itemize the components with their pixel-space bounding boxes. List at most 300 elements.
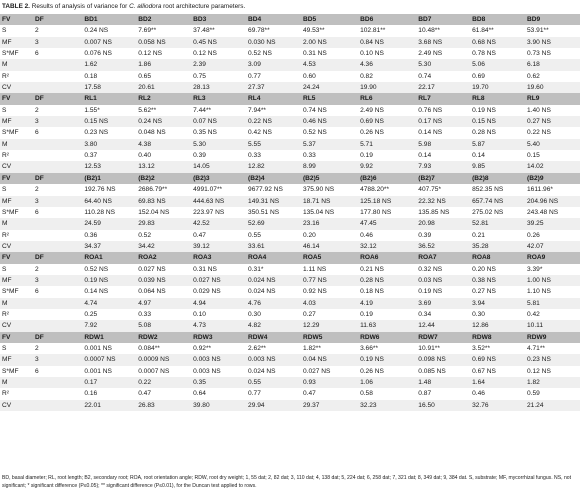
- table-cell: 0.37: [84, 152, 98, 160]
- table-cell: 34.42: [136, 241, 191, 252]
- table-cell: 0.75: [193, 72, 206, 80]
- row-label: CV: [0, 82, 33, 93]
- table-cell: 0.38 NS: [470, 275, 525, 286]
- table-cell: 5.71: [358, 139, 416, 150]
- table-row: [0, 264, 580, 275]
- table-cell: 5.40: [525, 139, 580, 150]
- row-label: R²: [2, 72, 9, 80]
- df-cell: 6: [34, 208, 39, 216]
- table-cell: 47.45: [358, 218, 416, 229]
- table-cell: 1.55*: [84, 106, 100, 114]
- header-source-of-variation: FV: [0, 93, 33, 104]
- table-header-row: [0, 332, 580, 343]
- row-label: M: [0, 59, 33, 70]
- table-cell: 0.39: [193, 152, 206, 160]
- table-cell: 0.003 NS: [191, 354, 246, 365]
- table-cell: 0.92 NS: [302, 288, 327, 296]
- table-cell: 852.35 NS: [472, 186, 504, 194]
- row-label: S: [2, 106, 7, 114]
- table-cell: 3.09: [246, 59, 301, 70]
- table-row: [0, 184, 580, 195]
- table-cell: 4991.07**: [193, 186, 223, 194]
- header-cell: (B2)9: [525, 173, 580, 184]
- table-cell: 0.23 NS: [525, 354, 580, 365]
- table-cell: 12.44: [416, 320, 470, 331]
- header-cell: RDW4: [246, 332, 301, 343]
- table-cell: 0.024 NS: [248, 288, 276, 296]
- table-cell: 2686.79**: [138, 186, 168, 194]
- table-row: [0, 230, 580, 241]
- table-cell: 4.74: [82, 298, 136, 309]
- table-cell: 0.10 NS: [360, 50, 384, 58]
- df-cell: [33, 298, 82, 309]
- table-cell: 0.19: [360, 310, 373, 318]
- table-cell: 5.37: [301, 139, 358, 150]
- row-label: S: [2, 186, 7, 194]
- table-cell: 0.65: [138, 72, 152, 80]
- table-cell: 32.76: [470, 400, 525, 411]
- header-cell: (B2)6: [358, 173, 416, 184]
- table-cell: 0.68 NS: [470, 37, 525, 48]
- df-cell: [33, 139, 82, 150]
- table-row: [0, 139, 580, 150]
- table-cell: 0.82: [360, 72, 373, 80]
- header-df: DF: [33, 93, 82, 104]
- table-cell: 5.30: [191, 139, 246, 150]
- table-cell: 0.21 NS: [360, 265, 384, 273]
- table-cell: 14.02: [525, 161, 580, 172]
- table-cell: 26.83: [136, 400, 191, 411]
- table-row: [0, 354, 580, 365]
- table-cell: 110.28 NS: [84, 208, 116, 216]
- table-row: [0, 25, 580, 36]
- table-cell: 0.22 NS: [246, 116, 301, 127]
- row-label: MF: [0, 354, 33, 365]
- header-cell: (B2)7: [416, 173, 470, 184]
- table-cell: 0.59: [527, 390, 540, 398]
- table-cell: 0.007 NS: [82, 37, 136, 48]
- table-cell: 0.076 NS: [84, 50, 112, 58]
- table-cell: 0.19 NS: [472, 106, 496, 114]
- row-label: R²: [2, 310, 9, 318]
- table-row: [0, 127, 580, 138]
- table-cell: 0.19 NS: [358, 354, 416, 365]
- table-cell: 0.69 NS: [470, 354, 525, 365]
- table-cell: 12.82: [246, 161, 301, 172]
- table-cell: 0.027 NS: [302, 367, 331, 375]
- df-cell: [33, 82, 82, 93]
- header-cell: BD8: [470, 14, 525, 25]
- header-cell: RDW3: [191, 332, 246, 343]
- table-cell: 1.11 NS: [302, 265, 327, 273]
- table-cell: 9.92: [358, 161, 416, 172]
- table-cell: 0.15: [527, 152, 540, 160]
- table-cell: 0.28 NS: [472, 129, 496, 137]
- table-cell: 0.003 NS: [193, 367, 221, 375]
- table-cell: 0.28 NS: [358, 275, 416, 286]
- table-cell: 0.47: [138, 390, 152, 398]
- table-cell: 0.22: [136, 377, 191, 388]
- table-cell: 350.51 NS: [248, 208, 280, 216]
- table-cell: 27.37: [246, 82, 301, 93]
- table-cell: 35.28: [470, 241, 525, 252]
- table-cell: 0.46: [360, 231, 373, 239]
- header-cell: ROA3: [191, 252, 246, 263]
- table-cell: 19.60: [525, 82, 580, 93]
- df-cell: 2: [34, 265, 39, 273]
- table-cell: 20.98: [416, 218, 470, 229]
- table-cell: 0.003 NS: [246, 354, 301, 365]
- table-row: [0, 275, 580, 286]
- table-cell: 0.14: [472, 152, 485, 160]
- table-header-row: [0, 93, 580, 104]
- table-cell: 29.94: [246, 400, 301, 411]
- table-cell: 3.66**: [360, 344, 379, 352]
- table-cell: 4.82: [246, 320, 301, 331]
- table-cell: 0.0007 NS: [82, 354, 136, 365]
- table-cell: 0.34: [418, 310, 432, 318]
- table-cell: 29.83: [136, 218, 191, 229]
- table-cell: 0.74: [418, 72, 432, 80]
- table-header-row: [0, 14, 580, 25]
- table-cell: 10.48**: [418, 27, 440, 35]
- table-cell: 17.58: [82, 82, 136, 93]
- table-cell: 11.63: [358, 320, 416, 331]
- table-cell: 0.029 NS: [193, 288, 221, 296]
- table-cell: 0.26 NS: [360, 367, 384, 375]
- df-cell: [33, 241, 82, 252]
- table-caption-text-end: root architecture parameters.: [163, 3, 246, 10]
- table-cell: 0.14 NS: [418, 129, 443, 137]
- table-cell: 0.14: [418, 152, 432, 160]
- table-cell: 7.94**: [248, 106, 266, 114]
- row-label: S: [2, 265, 7, 273]
- table-cell: 1.48: [416, 377, 470, 388]
- row-label: M: [0, 298, 33, 309]
- df-cell: [33, 400, 82, 411]
- table-cell: 3.69: [416, 298, 470, 309]
- header-cell: RDW1: [82, 332, 136, 343]
- table-cell: 135.85 NS: [418, 208, 450, 216]
- table-cell: 0.19 NS: [82, 275, 136, 286]
- table-cell: 0.30: [248, 310, 261, 318]
- table-cell: 243.48 NS: [527, 208, 559, 216]
- table-cell: 19.90: [358, 82, 416, 93]
- header-cell: (B2)4: [246, 173, 301, 184]
- table-cell: 32.12: [358, 241, 416, 252]
- header-cell: ROA5: [301, 252, 358, 263]
- table-row: [0, 298, 580, 309]
- df-cell: [33, 377, 82, 388]
- table-cell: 2.49 NS: [418, 50, 443, 58]
- table-cell: 0.40: [138, 152, 152, 160]
- row-label: S*MF: [2, 288, 19, 296]
- header-cell: ROA6: [358, 252, 416, 263]
- table-cell: 18.71 NS: [301, 196, 358, 207]
- table-cell: 0.19: [360, 152, 373, 160]
- table-cell: 1611.96*: [527, 186, 553, 194]
- table-cell: 69.78**: [248, 27, 270, 35]
- table-cell: 0.30: [472, 310, 485, 318]
- df-cell: 6: [34, 129, 39, 137]
- table-footnote: BD, basal diameter; RL, root length; B2, secondary root; ROA, root orientation angle; RDW, root dry weight; 1, 55 dat; 2, 82 dat; 3, 110 dat; 4, 138 dat; 5, 224 dat; 6, 258 dat; 7, 321 dat; 8, 349 dat; 9, 384 dat. S, substrate; MF, mycorrhizal fungus. NS, not significant; * significant difference (P≤0.05); ** significant difference (P≤0.01), for the Duncan test applied to rows.: [2, 475, 572, 489]
- table-cell: 22.17: [416, 82, 470, 93]
- df-cell: 6: [34, 288, 39, 296]
- table-cell: 0.31 NS: [193, 265, 217, 273]
- table-cell: 0.69 NS: [358, 116, 416, 127]
- table-cell: 1.62: [82, 59, 136, 70]
- df-cell: 3: [33, 196, 82, 207]
- table-cell: 3.80: [82, 139, 136, 150]
- header-cell: RDW5: [301, 332, 358, 343]
- table-row: [0, 71, 580, 82]
- table-cell: 12.53: [82, 161, 136, 172]
- table-cell: 5.98: [416, 139, 470, 150]
- table-cell: 0.0009 NS: [136, 354, 191, 365]
- header-cell: RL1: [82, 93, 136, 104]
- table-header-row: [0, 252, 580, 263]
- table-cell: 7.69**: [138, 27, 157, 35]
- header-cell: RL6: [358, 93, 416, 104]
- table-cell: 0.77 NS: [301, 275, 358, 286]
- table-cell: 0.14 NS: [84, 288, 109, 296]
- header-df: DF: [33, 173, 82, 184]
- table-cell: 1.10 NS: [527, 288, 551, 296]
- header-cell: RL9: [525, 93, 580, 104]
- table-cell: 0.52 NS: [248, 50, 272, 58]
- df-cell: 3: [33, 37, 82, 48]
- df-cell: [33, 218, 82, 229]
- table-cell: 0.33: [302, 152, 316, 160]
- table-cell: 7.93: [416, 161, 470, 172]
- table-cell: 0.18 NS: [360, 288, 384, 296]
- header-source-of-variation: FV: [0, 332, 33, 343]
- table-cell: 149.31 NS: [246, 196, 301, 207]
- table-cell: 1.82: [525, 377, 580, 388]
- table-cell: 69.83 NS: [136, 196, 191, 207]
- df-cell: [33, 230, 82, 241]
- table-cell: 22.32 NS: [416, 196, 470, 207]
- table-cell: 42.52: [191, 218, 246, 229]
- header-cell: BD2: [136, 14, 191, 25]
- df-cell: [33, 59, 82, 70]
- table-row: [0, 377, 580, 388]
- header-cell: ROA7: [416, 252, 470, 263]
- row-label: CV: [0, 400, 33, 411]
- table-caption-text: Results of analysis of variance for: [31, 3, 128, 10]
- table-cell: 0.024 NS: [246, 275, 301, 286]
- table-cell: 0.52 NS: [84, 265, 109, 273]
- table-cell: 0.78 NS: [472, 50, 496, 58]
- table-cell: 0.20 NS: [472, 265, 496, 273]
- table-cell: 39.12: [191, 241, 246, 252]
- header-cell: (B2)8: [470, 173, 525, 184]
- table-cell: 375.90 NS: [302, 186, 335, 194]
- table-cell: 0.26: [527, 231, 540, 239]
- header-cell: RDW8: [470, 332, 525, 343]
- table-cell: 5.81: [525, 298, 580, 309]
- table-cell: 37.48**: [193, 27, 215, 35]
- table-cell: 0.39: [418, 231, 432, 239]
- table-row: [0, 388, 580, 399]
- header-df: DF: [33, 252, 82, 263]
- header-df: DF: [33, 14, 82, 25]
- table-cell: 0.60: [302, 72, 316, 80]
- table-cell: 0.085 NS: [418, 367, 446, 375]
- table-cell: 0.47: [302, 390, 316, 398]
- table-cell: 4788.20**: [360, 186, 390, 194]
- header-df: DF: [33, 332, 82, 343]
- table-row: [0, 309, 580, 320]
- table-cell: 0.25: [84, 310, 98, 318]
- table-cell: 46.14: [301, 241, 358, 252]
- table-cell: 0.27: [302, 310, 316, 318]
- table-cell: 1.82**: [302, 344, 321, 352]
- table-row: [0, 37, 580, 48]
- row-label: S*MF: [2, 50, 19, 58]
- table-cell: 2.00 NS: [301, 37, 358, 48]
- table-cell: 0.15 NS: [82, 116, 136, 127]
- header-cell: RDW9: [525, 332, 580, 343]
- anova-table: [0, 14, 580, 93]
- table-cell: 5.62**: [138, 106, 157, 114]
- table-cell: 7.44**: [193, 106, 212, 114]
- table-cell: 0.20: [302, 231, 316, 239]
- header-cell: (B2)5: [301, 173, 358, 184]
- table-cell: 0.42 NS: [248, 129, 272, 137]
- table-cell: 0.084**: [138, 344, 160, 352]
- header-cell: RDW7: [416, 332, 470, 343]
- table-cell: 5.06: [470, 59, 525, 70]
- header-cell: ROA2: [136, 252, 191, 263]
- table-cell: 32.23: [358, 400, 416, 411]
- header-cell: RDW6: [358, 332, 416, 343]
- table-cell: 61.84**: [472, 27, 494, 35]
- table-cell: 152.04 NS: [138, 208, 170, 216]
- header-cell: RL3: [191, 93, 246, 104]
- header-cell: (B2)3: [191, 173, 246, 184]
- table-cell: 12.86: [470, 320, 525, 331]
- table-cell: 0.22 NS: [527, 129, 551, 137]
- row-label: MF: [0, 196, 33, 207]
- row-label: MF: [0, 37, 33, 48]
- df-cell: [33, 71, 82, 82]
- table-cell: 0.15 NS: [470, 116, 525, 127]
- table-cell: 0.12 NS: [527, 367, 551, 375]
- table-cell: 0.048 NS: [138, 129, 166, 137]
- table-cell: 0.17: [82, 377, 136, 388]
- row-label: S*MF: [2, 367, 19, 375]
- anova-table: [0, 252, 580, 331]
- table-cell: 0.16: [84, 390, 98, 398]
- table-cell: 52.81: [470, 218, 525, 229]
- table-cell: 3.52**: [472, 344, 491, 352]
- table-cell: 0.31*: [248, 265, 264, 273]
- table-cell: 52.69: [246, 218, 301, 229]
- table-cell: 0.55: [248, 231, 261, 239]
- table-cell: 0.027 NS: [138, 265, 166, 273]
- table-cell: 204.96 NS: [525, 196, 580, 207]
- df-cell: 2: [34, 186, 39, 194]
- table-cell: 0.76 NS: [418, 106, 443, 114]
- table-cell: 5.87: [470, 139, 525, 150]
- anova-tables: [0, 14, 580, 411]
- table-row: [0, 207, 580, 218]
- table-cell: 4.36: [358, 59, 416, 70]
- header-cell: BD9: [525, 14, 580, 25]
- table-cell: 5.30: [416, 59, 470, 70]
- table-cell: 657.74 NS: [470, 196, 525, 207]
- header-cell: RL2: [136, 93, 191, 104]
- table-row: [0, 161, 580, 172]
- header-cell: (B2)2: [136, 173, 191, 184]
- table-row: [0, 400, 580, 411]
- table-cell: 36.52: [416, 241, 470, 252]
- table-cell: 2.39: [191, 59, 246, 70]
- table-cell: 444.63 NS: [191, 196, 246, 207]
- table-cell: 12.29: [301, 320, 358, 331]
- header-cell: RL4: [246, 93, 301, 104]
- table-cell: 49.53**: [302, 27, 325, 35]
- table-cell: 0.74 NS: [302, 106, 327, 114]
- table-row: [0, 320, 580, 331]
- table-cell: 0.18: [84, 72, 98, 80]
- table-cell: 0.12 NS: [138, 50, 163, 58]
- table-cell: 16.50: [416, 400, 470, 411]
- table-header-row: [0, 173, 580, 184]
- table-cell: 0.69: [472, 72, 485, 80]
- table-cell: 1.40 NS: [527, 106, 551, 114]
- table-cell: 1.00 NS: [525, 275, 580, 286]
- table-cell: 53.91**: [527, 27, 549, 35]
- table-cell: 0.098 NS: [416, 354, 470, 365]
- table-cell: 0.030 NS: [246, 37, 301, 48]
- header-cell: BD6: [358, 14, 416, 25]
- table-cell: 0.47: [193, 231, 206, 239]
- header-cell: BD3: [191, 14, 246, 25]
- table-cell: 3.68 NS: [416, 37, 470, 48]
- table-cell: 0.024 NS: [248, 367, 276, 375]
- table-cell: 5.55: [246, 139, 301, 150]
- table-cell: 0.10: [193, 310, 206, 318]
- table-cell: 9677.92 NS: [248, 186, 283, 194]
- row-label: R²: [2, 152, 9, 160]
- df-cell: 2: [34, 27, 39, 35]
- table-row: [0, 196, 580, 207]
- row-label: MF: [0, 116, 33, 127]
- table-cell: 0.31 NS: [302, 50, 327, 58]
- table-cell: 4.71**: [527, 344, 545, 352]
- table-cell: 28.13: [191, 82, 246, 93]
- table-cell: 1.06: [358, 377, 416, 388]
- table-row: [0, 366, 580, 377]
- table-cell: 0.24 NS: [136, 116, 191, 127]
- table-cell: 64.40 NS: [82, 196, 136, 207]
- table-cell: 4.03: [301, 298, 358, 309]
- table-cell: 6.18: [525, 59, 580, 70]
- table-cell: 0.04 NS: [301, 354, 358, 365]
- table-cell: 135.04 NS: [302, 208, 335, 216]
- table-cell: 0.03 NS: [416, 275, 470, 286]
- table-cell: 0.87: [418, 390, 432, 398]
- table-cell: 9.85: [470, 161, 525, 172]
- table-cell: 23.16: [301, 218, 358, 229]
- row-label: S: [2, 27, 7, 35]
- table-caption-species: C. alliodora: [129, 3, 162, 10]
- df-cell: [33, 161, 82, 172]
- table-row: [0, 48, 580, 59]
- header-cell: ROA1: [82, 252, 136, 263]
